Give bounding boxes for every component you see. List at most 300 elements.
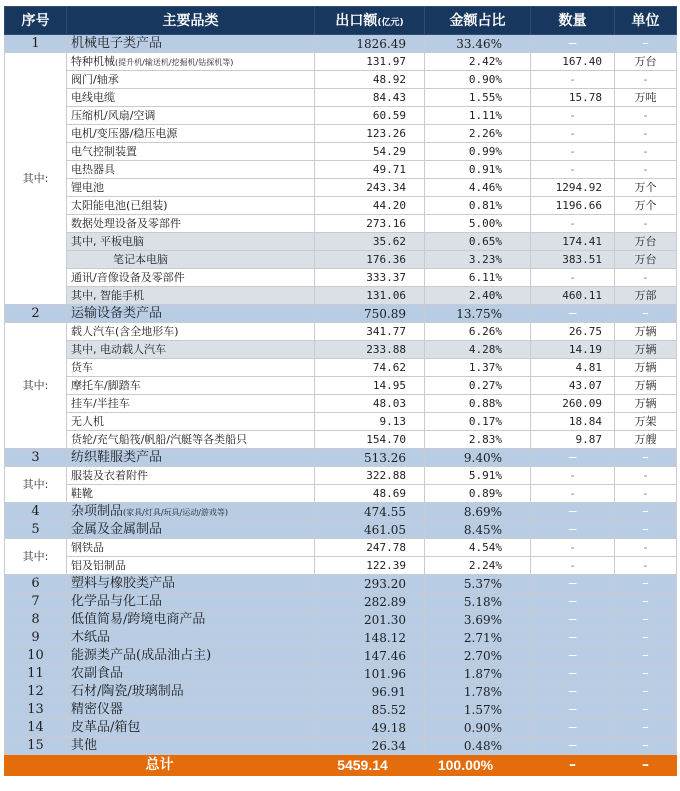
row-seq: 2 (5, 305, 67, 323)
row-quantity: - (531, 467, 615, 485)
subitem-row (5, 377, 677, 395)
row-unit: - (615, 467, 677, 485)
row-quantity: – (531, 719, 615, 737)
row-name-text: 载人汽车(含全地形车) (71, 325, 179, 338)
total-row (5, 755, 677, 776)
total-label: 总计 (5, 755, 315, 776)
row-export-value: 48.03 (315, 395, 425, 413)
row-seq: 9 (5, 629, 67, 647)
row-share: 5.37% (425, 575, 531, 593)
row-export-value: 247.78 (315, 539, 425, 557)
row-share: 2.70% (425, 647, 531, 665)
row-export-value: 147.46 (315, 647, 425, 665)
row-share: 0.88% (425, 395, 531, 413)
row-name (67, 161, 315, 179)
row-share: 0.89% (425, 485, 531, 503)
row-share: 5.18% (425, 593, 531, 611)
row-seq: 15 (5, 737, 67, 755)
row-name (67, 215, 315, 233)
row-unit: – (615, 575, 677, 593)
row-quantity: - (531, 557, 615, 575)
row-unit: 万辆 (615, 341, 677, 359)
row-name-text: 货车 (71, 361, 93, 374)
row-name (67, 89, 315, 107)
row-quantity: 14.19 (531, 341, 615, 359)
row-export-value: 9.13 (315, 413, 425, 431)
row-name-text: 鞋靴 (71, 487, 93, 500)
row-name (67, 701, 315, 719)
category-row (5, 449, 677, 467)
row-unit: - (615, 557, 677, 575)
row-export-value: 74.62 (315, 359, 425, 377)
row-share: 0.65% (425, 233, 531, 251)
row-name (67, 341, 315, 359)
row-quantity: 260.09 (531, 395, 615, 413)
row-unit: – (615, 593, 677, 611)
row-export-value: 273.16 (315, 215, 425, 233)
row-name (67, 521, 315, 539)
row-name (67, 611, 315, 629)
row-share: 2.71% (425, 629, 531, 647)
row-name-text: 笔记本电脑 (113, 253, 168, 266)
row-quantity: 18.84 (531, 413, 615, 431)
subitem-row (5, 179, 677, 197)
subitem-row (5, 485, 677, 503)
row-unit: - (615, 107, 677, 125)
category-row (5, 593, 677, 611)
row-export-value: 96.91 (315, 683, 425, 701)
row-share: 0.99% (425, 143, 531, 161)
row-name-text: 金属及金属制品 (71, 522, 163, 537)
row-unit: 万部 (615, 287, 677, 305)
row-name (67, 53, 315, 71)
row-unit: - (615, 485, 677, 503)
row-share: 3.69% (425, 611, 531, 629)
row-export-value: 750.89 (315, 305, 425, 323)
row-quantity: – (531, 647, 615, 665)
row-quantity: – (531, 665, 615, 683)
row-seq: 13 (5, 701, 67, 719)
row-name-text: 木纸品 (71, 630, 111, 645)
row-name-text: 皮革品/箱包 (71, 720, 141, 735)
row-quantity: 26.75 (531, 323, 615, 341)
row-name-text: 货轮/充气船筏/帆船/汽艇等各类船只 (71, 433, 248, 446)
row-name (67, 467, 315, 485)
row-name-text: 太阳能电池(已组装) (71, 199, 168, 212)
category-row (5, 575, 677, 593)
row-export-value: 201.30 (315, 611, 425, 629)
row-share: 4.54% (425, 539, 531, 557)
row-share: 33.46% (425, 35, 531, 53)
subitem-row (5, 89, 677, 107)
row-name (67, 431, 315, 449)
row-share: 13.75% (425, 305, 531, 323)
row-name-text: 特种机械 (71, 55, 115, 68)
row-export-value: 154.70 (315, 431, 425, 449)
row-quantity: 383.51 (531, 251, 615, 269)
row-share: 0.27% (425, 377, 531, 395)
row-share: 2.40% (425, 287, 531, 305)
row-share: 6.26% (425, 323, 531, 341)
row-share: 2.83% (425, 431, 531, 449)
row-unit: 万辆 (615, 359, 677, 377)
row-name (67, 647, 315, 665)
row-name-text: 精密仪器 (71, 702, 124, 717)
row-export-value: 322.88 (315, 467, 425, 485)
row-name-text: 石材/陶瓷/玻璃制品 (71, 684, 184, 699)
row-name (67, 719, 315, 737)
subitem-row (5, 197, 677, 215)
row-quantity: – (531, 449, 615, 467)
row-unit: – (615, 521, 677, 539)
row-quantity: – (531, 629, 615, 647)
subitem-row (5, 557, 677, 575)
row-seq: 6 (5, 575, 67, 593)
row-share: 9.40% (425, 449, 531, 467)
row-unit: – (615, 449, 677, 467)
header-category: 主要品类 (67, 7, 315, 35)
row-export-value: 49.71 (315, 161, 425, 179)
row-name (67, 143, 315, 161)
row-name-text: 电线电缆 (71, 91, 115, 104)
row-unit: – (615, 647, 677, 665)
qizhong-label: 其中: (5, 53, 67, 305)
subitem-row (5, 107, 677, 125)
row-name-text: 化学品与化工品 (71, 594, 163, 609)
row-export-value: 243.34 (315, 179, 425, 197)
row-share: 0.91% (425, 161, 531, 179)
row-name (67, 485, 315, 503)
row-export-value: 233.88 (315, 341, 425, 359)
row-name (67, 269, 315, 287)
row-share: 0.81% (425, 197, 531, 215)
row-quantity: – (531, 611, 615, 629)
row-share: 5.00% (425, 215, 531, 233)
row-unit: – (615, 665, 677, 683)
subitem-row (5, 431, 677, 449)
row-name-text: 无人机 (71, 415, 104, 428)
row-export-value: 14.95 (315, 377, 425, 395)
category-row (5, 701, 677, 719)
row-name (67, 737, 315, 755)
row-unit: – (615, 503, 677, 521)
row-name (67, 539, 315, 557)
row-name-text: 能源类产品(成品油占主) (71, 648, 212, 663)
row-name-text: 其中, 电动载人汽车 (71, 343, 166, 356)
row-export-value: 474.55 (315, 503, 425, 521)
subitem-row (5, 395, 677, 413)
subitem-row (5, 359, 677, 377)
row-unit: - (615, 269, 677, 287)
row-share: 1.78% (425, 683, 531, 701)
row-export-value: 122.39 (315, 557, 425, 575)
row-name-text: 通讯/音像设备及零部件 (71, 271, 185, 284)
total-value: 5459.14 (315, 755, 425, 776)
row-name-text: 锂电池 (71, 181, 104, 194)
row-export-value: 176.36 (315, 251, 425, 269)
row-share: 0.48% (425, 737, 531, 755)
row-share: 6.11% (425, 269, 531, 287)
row-share: 4.28% (425, 341, 531, 359)
subitem-row (5, 251, 677, 269)
row-quantity: – (531, 575, 615, 593)
category-row (5, 665, 677, 683)
row-unit: 万台 (615, 53, 677, 71)
row-unit: – (615, 683, 677, 701)
row-seq: 10 (5, 647, 67, 665)
row-quantity: - (531, 269, 615, 287)
row-export-value: 101.96 (315, 665, 425, 683)
total-quantity: – (531, 755, 615, 776)
row-export-value: 49.18 (315, 719, 425, 737)
row-name-text: 挂车/半挂车 (71, 397, 130, 410)
row-name (67, 503, 315, 521)
subitem-row (5, 233, 677, 251)
header-export-label: 出口额 (335, 12, 378, 29)
category-row (5, 611, 677, 629)
row-export-value: 44.20 (315, 197, 425, 215)
subitem-row (5, 269, 677, 287)
export-category-table (4, 6, 677, 776)
row-quantity: - (531, 539, 615, 557)
header-unit: 单位 (615, 7, 677, 35)
row-share: 0.90% (425, 71, 531, 89)
row-name (67, 557, 315, 575)
row-seq: 5 (5, 521, 67, 539)
qizhong-label: 其中: (5, 539, 67, 575)
row-unit: 万辆 (615, 377, 677, 395)
row-name-text: 服装及衣着附件 (71, 469, 148, 482)
row-share: 0.90% (425, 719, 531, 737)
row-name-text: 摩托车/脚踏车 (71, 379, 141, 392)
row-name (67, 305, 315, 323)
row-seq: 11 (5, 665, 67, 683)
subitem-row (5, 53, 677, 71)
row-name (67, 377, 315, 395)
row-unit: – (615, 611, 677, 629)
row-export-value: 461.05 (315, 521, 425, 539)
row-unit: - (615, 71, 677, 89)
row-unit: - (615, 215, 677, 233)
row-name (67, 413, 315, 431)
subitem-row (5, 215, 677, 233)
row-share: 3.23% (425, 251, 531, 269)
row-share: 8.69% (425, 503, 531, 521)
row-name-text: 运输设备类产品 (71, 306, 163, 321)
row-name (67, 593, 315, 611)
subitem-row (5, 71, 677, 89)
row-name (67, 125, 315, 143)
row-unit: - (615, 161, 677, 179)
row-seq: 7 (5, 593, 67, 611)
row-quantity: 4.81 (531, 359, 615, 377)
row-quantity: – (531, 737, 615, 755)
row-share: 5.91% (425, 467, 531, 485)
row-unit: 万架 (615, 413, 677, 431)
total-unit: – (615, 755, 677, 776)
row-name-text: 铝及铝制品 (71, 559, 126, 572)
row-export-value: 131.06 (315, 287, 425, 305)
row-name-note: (家具/灯具/玩具/运动/游戏等) (123, 508, 229, 517)
header-row (5, 7, 677, 35)
row-share: 1.57% (425, 701, 531, 719)
row-name (67, 251, 315, 269)
row-quantity: – (531, 683, 615, 701)
header-quantity: 数量 (531, 7, 615, 35)
subitem-row (5, 341, 677, 359)
row-name (67, 629, 315, 647)
category-row (5, 521, 677, 539)
row-share: 8.45% (425, 521, 531, 539)
row-name-text: 塑料与橡胶类产品 (71, 576, 176, 591)
row-export-value: 333.37 (315, 269, 425, 287)
row-quantity: - (531, 125, 615, 143)
row-seq: 3 (5, 449, 67, 467)
row-unit: 万吨 (615, 89, 677, 107)
row-name-text: 阀门/轴承 (71, 73, 119, 86)
row-name-text: 其中, 智能手机 (71, 289, 144, 302)
category-row (5, 719, 677, 737)
row-unit: – (615, 305, 677, 323)
subitem-row (5, 323, 677, 341)
row-quantity: – (531, 305, 615, 323)
subitem-row (5, 125, 677, 143)
row-name (67, 683, 315, 701)
header-seq: 序号 (5, 7, 67, 35)
row-quantity: 1294.92 (531, 179, 615, 197)
row-name-text: 数据处理设备及零部件 (71, 217, 181, 230)
subitem-row (5, 539, 677, 557)
row-unit: – (615, 629, 677, 647)
row-unit: 万艘 (615, 431, 677, 449)
subitem-row (5, 143, 677, 161)
row-unit: 万个 (615, 179, 677, 197)
row-quantity: - (531, 143, 615, 161)
header-export-unit: (亿元) (377, 17, 404, 28)
row-quantity: - (531, 485, 615, 503)
subitem-row (5, 287, 677, 305)
row-export-value: 84.43 (315, 89, 425, 107)
row-name (67, 323, 315, 341)
row-name-text: 电热器具 (71, 163, 115, 176)
row-export-value: 60.59 (315, 107, 425, 125)
category-row (5, 683, 677, 701)
row-unit: 万台 (615, 233, 677, 251)
row-unit: - (615, 143, 677, 161)
subitem-row (5, 161, 677, 179)
row-unit: 万个 (615, 197, 677, 215)
row-unit: - (615, 539, 677, 557)
row-export-value: 54.29 (315, 143, 425, 161)
row-name (67, 449, 315, 467)
row-share: 2.24% (425, 557, 531, 575)
row-quantity: 460.11 (531, 287, 615, 305)
row-quantity: – (531, 503, 615, 521)
row-export-value: 1826.49 (315, 35, 425, 53)
row-export-value: 85.52 (315, 701, 425, 719)
header-share: 金额占比 (425, 7, 531, 35)
row-export-value: 131.97 (315, 53, 425, 71)
row-name-text: 纺织鞋服类产品 (71, 450, 163, 465)
row-seq: 8 (5, 611, 67, 629)
row-unit: 万辆 (615, 395, 677, 413)
row-name (67, 359, 315, 377)
row-name-text: 压缩机/风扇/空调 (71, 109, 156, 122)
row-name-text: 杂项制品 (71, 504, 124, 519)
row-share: 1.11% (425, 107, 531, 125)
row-name (67, 287, 315, 305)
row-export-value: 148.12 (315, 629, 425, 647)
row-unit: – (615, 737, 677, 755)
category-row (5, 629, 677, 647)
row-export-value: 123.26 (315, 125, 425, 143)
row-quantity: 1196.66 (531, 197, 615, 215)
row-quantity: - (531, 215, 615, 233)
row-unit: 万辆 (615, 323, 677, 341)
row-name-text: 低值简易/跨境电商产品 (71, 612, 206, 627)
category-row (5, 35, 677, 53)
row-unit: - (615, 125, 677, 143)
row-seq: 1 (5, 35, 67, 53)
header-export (315, 7, 425, 35)
row-quantity: - (531, 107, 615, 125)
row-seq: 4 (5, 503, 67, 521)
row-name-text: 机械电子类产品 (71, 36, 163, 51)
qizhong-label: 其中: (5, 467, 67, 503)
row-unit: – (615, 719, 677, 737)
row-unit: 万台 (615, 251, 677, 269)
row-quantity: – (531, 521, 615, 539)
row-export-value: 513.26 (315, 449, 425, 467)
row-name-note: (提升机/输送机/挖掘机/钻探机等) (115, 58, 234, 67)
row-quantity: 9.87 (531, 431, 615, 449)
row-export-value: 35.62 (315, 233, 425, 251)
row-unit: – (615, 35, 677, 53)
row-share: 1.55% (425, 89, 531, 107)
row-share: 1.37% (425, 359, 531, 377)
row-name-text: 农副食品 (71, 666, 124, 681)
row-seq: 14 (5, 719, 67, 737)
subitem-row (5, 467, 677, 485)
row-export-value: 282.89 (315, 593, 425, 611)
qizhong-label: 其中: (5, 323, 67, 449)
row-name (67, 35, 315, 53)
row-quantity: - (531, 161, 615, 179)
row-export-value: 48.92 (315, 71, 425, 89)
row-name-text: 其中, 平板电脑 (71, 235, 144, 248)
row-name (67, 107, 315, 125)
category-row (5, 647, 677, 665)
row-name (67, 233, 315, 251)
row-export-value: 48.69 (315, 485, 425, 503)
row-export-value: 341.77 (315, 323, 425, 341)
row-share: 0.17% (425, 413, 531, 431)
row-quantity: – (531, 701, 615, 719)
table-body (5, 7, 677, 776)
row-name-text: 电机/变压器/稳压电源 (71, 127, 178, 140)
category-row (5, 305, 677, 323)
row-quantity: - (531, 71, 615, 89)
row-name (67, 575, 315, 593)
row-export-value: 293.20 (315, 575, 425, 593)
row-share: 2.26% (425, 125, 531, 143)
total-share: 100.00% (425, 755, 531, 776)
row-name (67, 665, 315, 683)
row-quantity: 167.40 (531, 53, 615, 71)
category-row (5, 503, 677, 521)
row-quantity: 15.78 (531, 89, 615, 107)
row-name-text: 电气控制装置 (71, 145, 137, 158)
